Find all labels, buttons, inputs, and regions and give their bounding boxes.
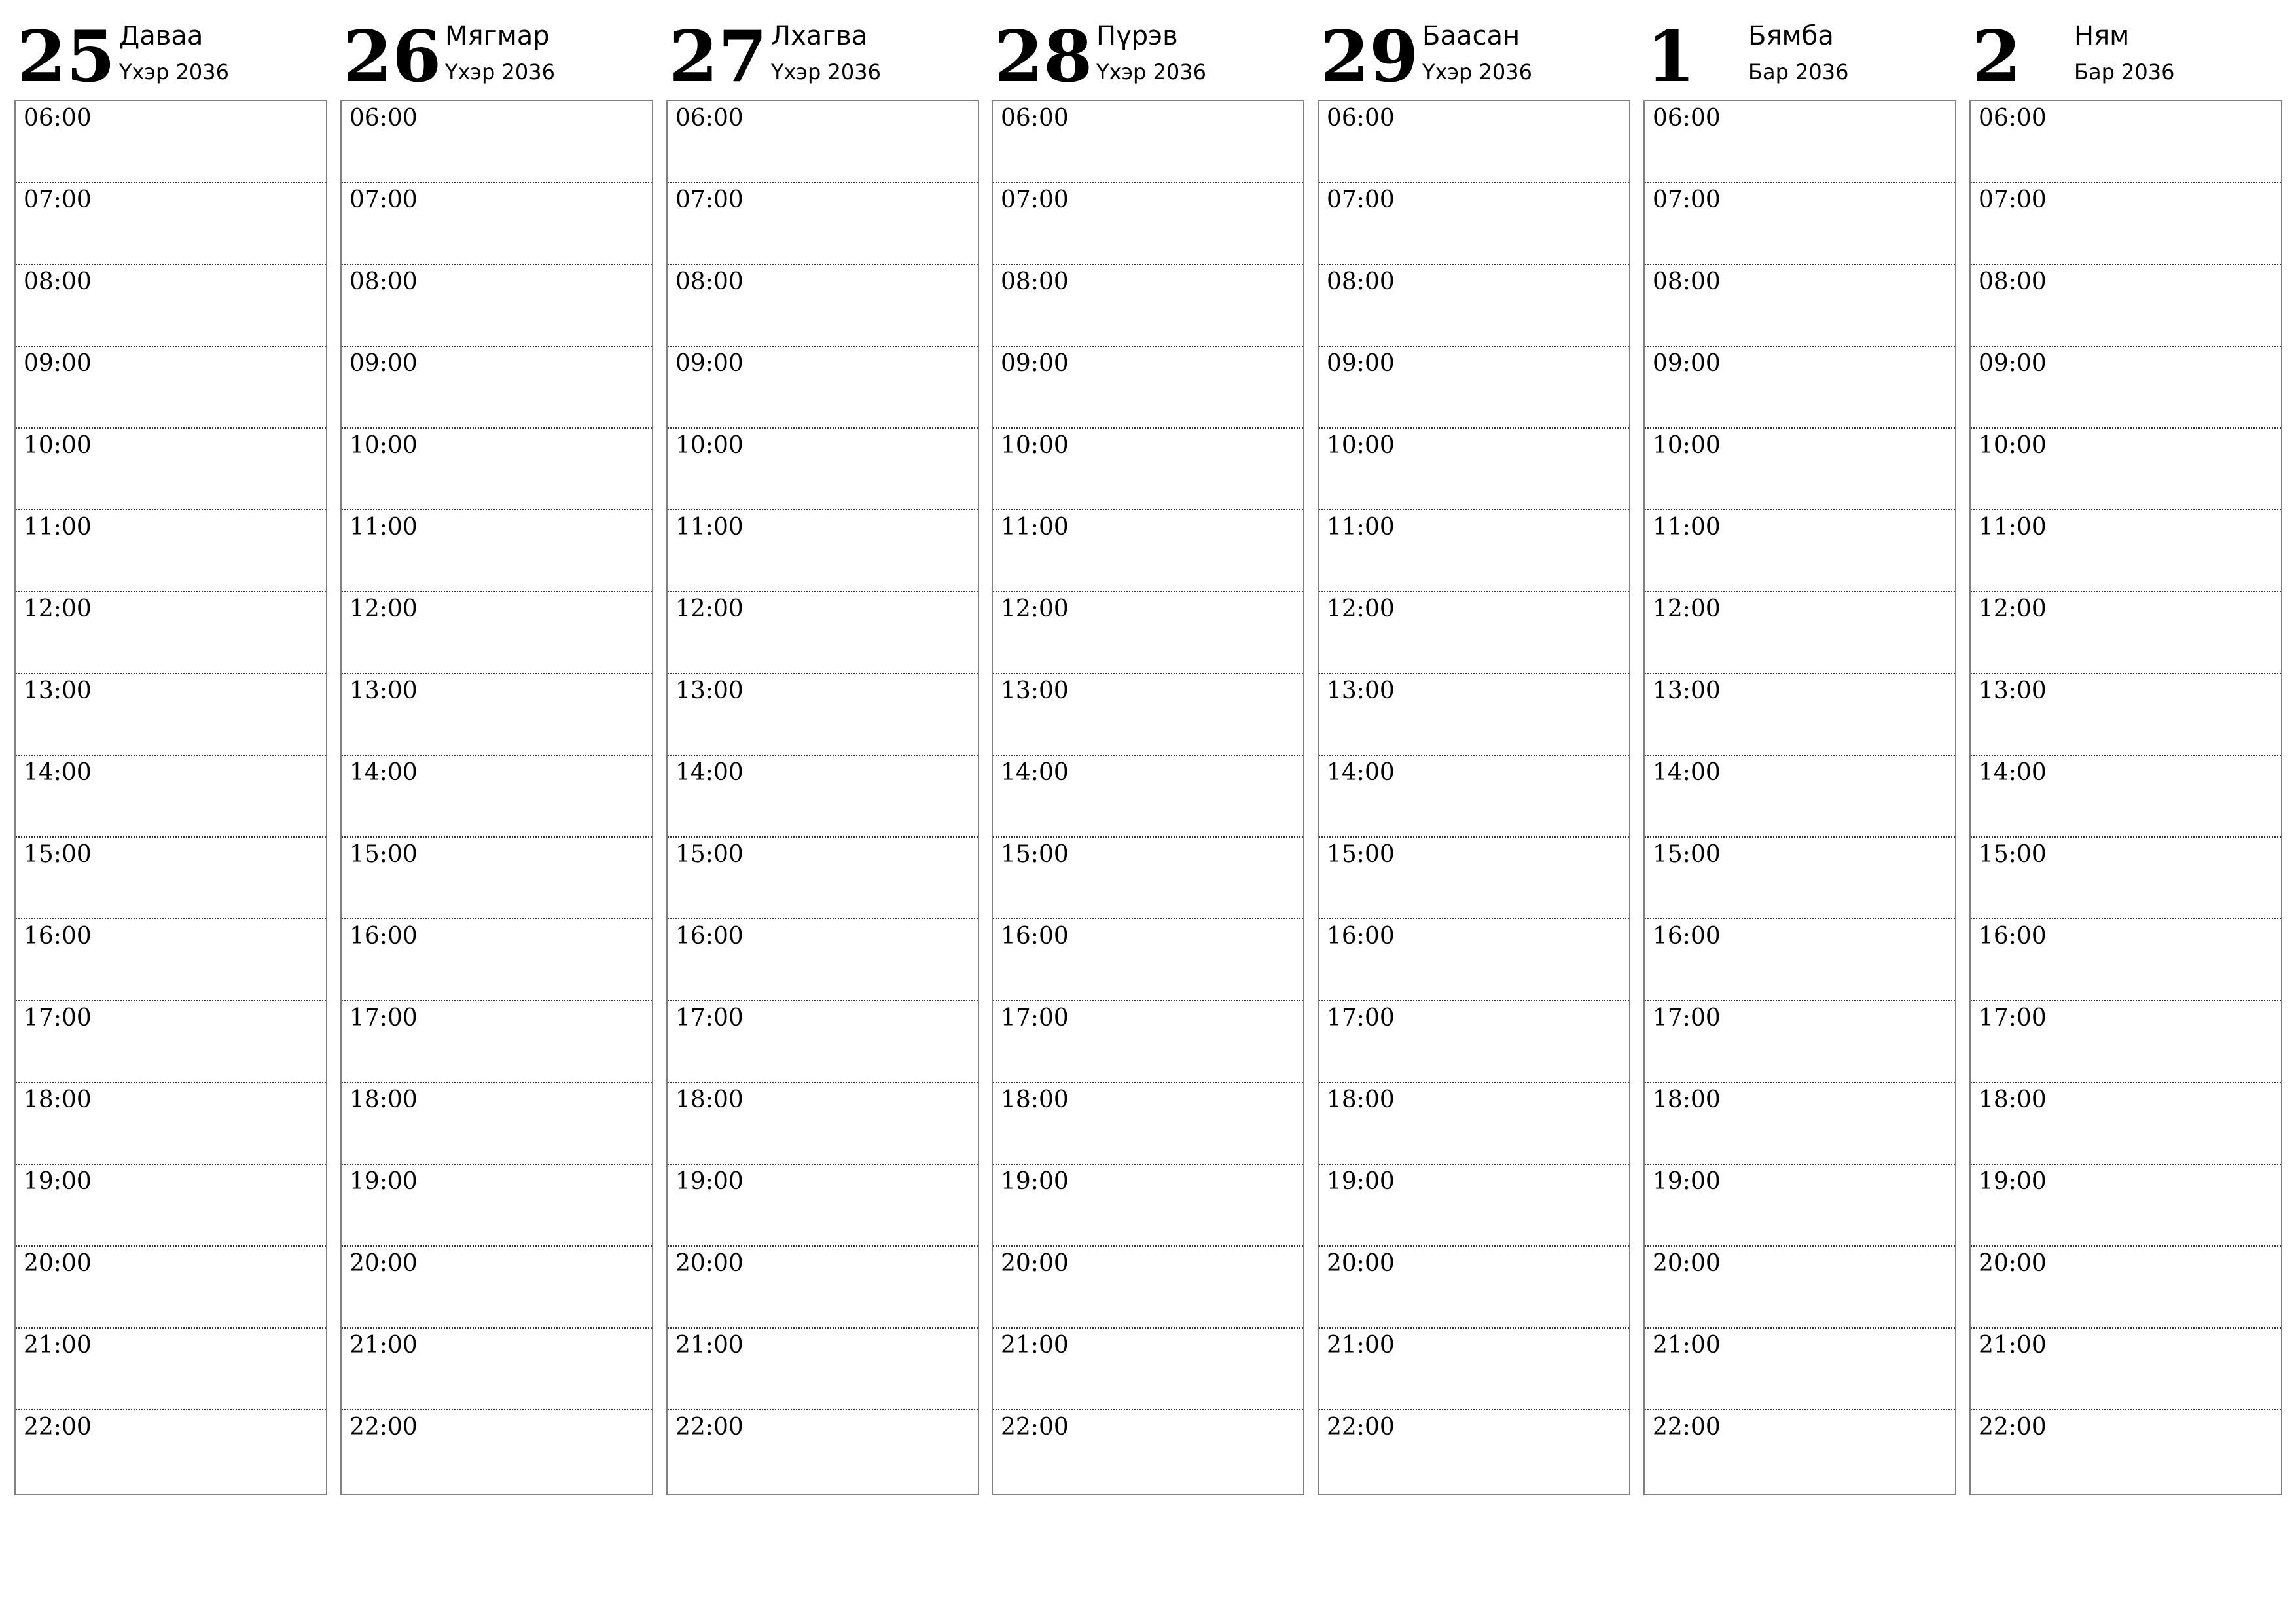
time-label: 19:00 [675, 1168, 744, 1195]
time-label: 21:00 [1653, 1332, 1721, 1359]
time-slot[interactable] [993, 1329, 1303, 1410]
time-slot[interactable] [16, 1410, 326, 1492]
time-label: 15:00 [1327, 841, 1395, 868]
time-label: 17:00 [1001, 1005, 1069, 1031]
time-slot[interactable] [993, 183, 1303, 265]
time-slot[interactable] [1645, 183, 1955, 265]
time-slot[interactable] [1319, 1001, 1629, 1083]
time-slot[interactable] [1971, 592, 2281, 674]
time-label: 11:00 [1327, 514, 1395, 541]
time-slot[interactable] [1971, 1410, 2281, 1492]
time-label: 08:00 [1979, 268, 2047, 295]
time-label: 15:00 [1001, 841, 1069, 868]
day-number: 27 [669, 16, 768, 98]
day-header [1318, 0, 1630, 98]
time-label: 22:00 [1653, 1414, 1721, 1440]
time-label: 17:00 [1327, 1005, 1395, 1031]
time-label: 19:00 [24, 1168, 92, 1195]
time-slot[interactable] [668, 1247, 978, 1329]
time-label: 19:00 [1327, 1168, 1395, 1195]
time-slot[interactable] [1319, 756, 1629, 838]
time-label: 22:00 [1327, 1414, 1395, 1440]
time-label: 10:00 [24, 432, 92, 459]
time-slot[interactable] [668, 101, 978, 183]
time-label: 08:00 [675, 268, 744, 295]
time-slot[interactable] [342, 1083, 652, 1165]
time-slot[interactable] [668, 919, 978, 1001]
time-label: 08:00 [350, 268, 418, 295]
time-slot[interactable] [1971, 510, 2281, 592]
time-slot[interactable] [342, 1247, 652, 1329]
time-slot[interactable] [1971, 919, 2281, 1001]
month-year: Үхэр 2036 [771, 60, 881, 84]
day-name: Ням [2074, 21, 2130, 51]
time-label: 18:00 [350, 1086, 418, 1113]
time-slot[interactable] [993, 592, 1303, 674]
time-label: 06:00 [1001, 105, 1069, 132]
time-label: 09:00 [1001, 350, 1069, 377]
time-label: 12:00 [1979, 596, 2047, 622]
time-label: 22:00 [1001, 1414, 1069, 1440]
time-slot[interactable] [1645, 1083, 1955, 1165]
time-slot[interactable] [993, 919, 1303, 1001]
time-label: 15:00 [24, 841, 92, 868]
time-label: 11:00 [24, 514, 92, 541]
time-slot[interactable] [668, 1165, 978, 1247]
time-label: 10:00 [1001, 432, 1069, 459]
time-label: 13:00 [1001, 677, 1069, 704]
time-label: 18:00 [1979, 1086, 2047, 1113]
time-slot[interactable] [668, 756, 978, 838]
time-slot[interactable] [668, 1410, 978, 1492]
time-label: 16:00 [1001, 923, 1069, 950]
time-slot[interactable] [1645, 1165, 1955, 1247]
time-slot[interactable] [1971, 1083, 2281, 1165]
time-slot[interactable] [993, 101, 1303, 183]
day-number: 28 [994, 16, 1093, 98]
time-label: 18:00 [24, 1086, 92, 1113]
time-slot[interactable] [1645, 674, 1955, 756]
time-label: 20:00 [24, 1250, 92, 1277]
day-schedule-grid [14, 100, 327, 1495]
time-label: 12:00 [675, 596, 744, 622]
time-label: 08:00 [24, 268, 92, 295]
time-slot[interactable] [668, 1083, 978, 1165]
time-label: 07:00 [1979, 187, 2047, 213]
day-header [14, 0, 327, 98]
time-slot[interactable] [993, 1247, 1303, 1329]
time-slot[interactable] [16, 183, 326, 265]
time-label: 12:00 [1001, 596, 1069, 622]
time-label: 17:00 [1979, 1005, 2047, 1031]
time-label: 22:00 [350, 1414, 418, 1440]
time-slot[interactable] [342, 265, 652, 347]
day-schedule-grid [1318, 100, 1630, 1495]
time-label: 08:00 [1001, 268, 1069, 295]
time-slot[interactable] [342, 756, 652, 838]
time-label: 13:00 [675, 677, 744, 704]
time-label: 06:00 [1327, 105, 1395, 132]
time-slot[interactable] [1971, 1165, 2281, 1247]
time-slot[interactable] [16, 1001, 326, 1083]
time-label: 10:00 [350, 432, 418, 459]
time-label: 15:00 [350, 841, 418, 868]
time-label: 16:00 [1653, 923, 1721, 950]
month-year: Үхэр 2036 [1422, 60, 1532, 84]
time-slot[interactable] [342, 592, 652, 674]
time-label: 14:00 [350, 759, 418, 786]
time-label: 19:00 [1979, 1168, 2047, 1195]
day-name: Пүрэв [1096, 21, 1178, 51]
time-label: 20:00 [675, 1250, 744, 1277]
day-header [666, 0, 979, 98]
time-slot[interactable] [1319, 265, 1629, 347]
time-slot[interactable] [1319, 510, 1629, 592]
time-slot[interactable] [1971, 1329, 2281, 1410]
time-slot[interactable] [1645, 1001, 1955, 1083]
time-label: 11:00 [675, 514, 744, 541]
time-label: 18:00 [1001, 1086, 1069, 1113]
time-slot[interactable] [668, 592, 978, 674]
time-label: 10:00 [675, 432, 744, 459]
time-slot[interactable] [993, 1165, 1303, 1247]
time-label: 19:00 [350, 1168, 418, 1195]
time-label: 12:00 [1653, 596, 1721, 622]
time-slot[interactable] [993, 838, 1303, 919]
time-slot[interactable] [1645, 265, 1955, 347]
time-slot[interactable] [668, 347, 978, 429]
time-slot[interactable] [1645, 1247, 1955, 1329]
month-year: Үхэр 2036 [1096, 60, 1206, 84]
time-label: 09:00 [1653, 350, 1721, 377]
time-label: 09:00 [1979, 350, 2047, 377]
day-name: Баасан [1422, 21, 1520, 51]
time-slot[interactable] [1319, 101, 1629, 183]
time-label: 15:00 [675, 841, 744, 868]
time-slot[interactable] [1319, 1083, 1629, 1165]
time-slot[interactable] [16, 756, 326, 838]
time-label: 10:00 [1653, 432, 1721, 459]
time-slot[interactable] [16, 265, 326, 347]
day-number: 29 [1320, 16, 1419, 98]
time-label: 14:00 [24, 759, 92, 786]
time-slot[interactable] [1319, 1329, 1629, 1410]
time-label: 21:00 [24, 1332, 92, 1359]
time-slot[interactable] [342, 1001, 652, 1083]
time-label: 06:00 [24, 105, 92, 132]
time-label: 08:00 [1653, 268, 1721, 295]
time-label: 11:00 [350, 514, 418, 541]
time-slot[interactable] [993, 510, 1303, 592]
time-slot[interactable] [668, 265, 978, 347]
time-slot[interactable] [342, 429, 652, 510]
time-slot[interactable] [1319, 1247, 1629, 1329]
time-label: 17:00 [675, 1005, 744, 1031]
time-label: 14:00 [1001, 759, 1069, 786]
month-year: Бар 2036 [1748, 60, 1849, 84]
time-slot[interactable] [668, 1329, 978, 1410]
time-label: 17:00 [350, 1005, 418, 1031]
time-slot[interactable] [1319, 429, 1629, 510]
day-schedule-grid [340, 100, 653, 1495]
time-label: 13:00 [1327, 677, 1395, 704]
time-label: 22:00 [24, 1414, 92, 1440]
time-label: 14:00 [1653, 759, 1721, 786]
time-slot[interactable] [1971, 183, 2281, 265]
time-slot[interactable] [993, 265, 1303, 347]
day-number: 1 [1646, 16, 1696, 98]
time-slot[interactable] [16, 1329, 326, 1410]
time-slot[interactable] [1645, 101, 1955, 183]
time-label: 13:00 [1979, 677, 2047, 704]
time-label: 18:00 [675, 1086, 744, 1113]
time-label: 20:00 [1979, 1250, 2047, 1277]
time-label: 14:00 [1327, 759, 1395, 786]
day-header [340, 0, 653, 98]
time-slot[interactable] [342, 1410, 652, 1492]
time-slot[interactable] [16, 674, 326, 756]
time-slot[interactable] [993, 756, 1303, 838]
time-label: 15:00 [1979, 841, 2047, 868]
time-slot[interactable] [1645, 1329, 1955, 1410]
time-label: 16:00 [24, 923, 92, 950]
time-label: 09:00 [350, 350, 418, 377]
day-schedule-grid [1643, 100, 1956, 1495]
time-slot[interactable] [16, 1165, 326, 1247]
time-slot[interactable] [16, 838, 326, 919]
time-slot[interactable] [668, 183, 978, 265]
time-slot[interactable] [1971, 1247, 2281, 1329]
time-slot[interactable] [342, 674, 652, 756]
time-label: 16:00 [350, 923, 418, 950]
time-slot[interactable] [16, 510, 326, 592]
time-slot[interactable] [1319, 347, 1629, 429]
time-slot[interactable] [342, 838, 652, 919]
time-slot[interactable] [16, 592, 326, 674]
time-label: 20:00 [350, 1250, 418, 1277]
time-slot[interactable] [1645, 1410, 1955, 1492]
time-label: 06:00 [675, 105, 744, 132]
time-label: 22:00 [675, 1414, 744, 1440]
time-label: 07:00 [1653, 187, 1721, 213]
time-label: 20:00 [1653, 1250, 1721, 1277]
time-slot[interactable] [1971, 429, 2281, 510]
month-year: Үхэр 2036 [445, 60, 555, 84]
time-slot[interactable] [1645, 429, 1955, 510]
time-label: 12:00 [1327, 596, 1395, 622]
time-slot[interactable] [342, 101, 652, 183]
time-label: 07:00 [1327, 187, 1395, 213]
time-slot[interactable] [1645, 756, 1955, 838]
time-label: 21:00 [675, 1332, 744, 1359]
time-label: 13:00 [350, 677, 418, 704]
time-slot[interactable] [1319, 838, 1629, 919]
day-header [1969, 0, 2282, 98]
time-label: 18:00 [1327, 1086, 1395, 1113]
time-slot[interactable] [1319, 674, 1629, 756]
time-label: 13:00 [24, 677, 92, 704]
time-slot[interactable] [1319, 1410, 1629, 1492]
time-slot[interactable] [1971, 101, 2281, 183]
time-label: 12:00 [350, 596, 418, 622]
time-label: 20:00 [1001, 1250, 1069, 1277]
time-slot[interactable] [1319, 1165, 1629, 1247]
time-label: 11:00 [1001, 514, 1069, 541]
time-slot[interactable] [1645, 347, 1955, 429]
day-name: Лхагва [771, 21, 868, 51]
day-number: 26 [343, 16, 442, 98]
time-label: 21:00 [1327, 1332, 1395, 1359]
time-slot[interactable] [668, 674, 978, 756]
time-slot[interactable] [668, 510, 978, 592]
time-slot[interactable] [1971, 674, 2281, 756]
time-label: 09:00 [1327, 350, 1395, 377]
time-label: 14:00 [675, 759, 744, 786]
time-slot[interactable] [16, 347, 326, 429]
time-slot[interactable] [668, 1001, 978, 1083]
time-slot[interactable] [993, 429, 1303, 510]
time-label: 06:00 [1653, 105, 1721, 132]
month-year: Бар 2036 [2074, 60, 2175, 84]
time-label: 18:00 [1653, 1086, 1721, 1113]
time-label: 22:00 [1979, 1414, 2047, 1440]
time-slot[interactable] [342, 183, 652, 265]
time-slot[interactable] [993, 347, 1303, 429]
time-slot[interactable] [993, 674, 1303, 756]
time-slot[interactable] [16, 919, 326, 1001]
time-label: 14:00 [1979, 759, 2047, 786]
day-schedule-grid [666, 100, 979, 1495]
day-schedule-grid [992, 100, 1304, 1495]
time-label: 07:00 [350, 187, 418, 213]
time-label: 07:00 [1001, 187, 1069, 213]
time-slot[interactable] [16, 1247, 326, 1329]
time-slot[interactable] [668, 838, 978, 919]
day-name: Мягмар [445, 21, 550, 51]
day-name: Бямба [1748, 21, 1834, 51]
time-label: 21:00 [1001, 1332, 1069, 1359]
time-label: 15:00 [1653, 841, 1721, 868]
time-label: 07:00 [675, 187, 744, 213]
time-slot[interactable] [993, 1083, 1303, 1165]
time-slot[interactable] [1319, 919, 1629, 1001]
time-slot[interactable] [342, 1329, 652, 1410]
time-label: 21:00 [350, 1332, 418, 1359]
time-slot[interactable] [16, 101, 326, 183]
time-label: 11:00 [1979, 514, 2047, 541]
time-label: 21:00 [1979, 1332, 2047, 1359]
day-number: 25 [17, 16, 116, 98]
time-label: 09:00 [675, 350, 744, 377]
time-label: 12:00 [24, 596, 92, 622]
time-slot[interactable] [1971, 265, 2281, 347]
time-slot[interactable] [342, 1165, 652, 1247]
time-slot[interactable] [1645, 510, 1955, 592]
time-label: 10:00 [1979, 432, 2047, 459]
time-label: 16:00 [1979, 923, 2047, 950]
time-slot[interactable] [668, 429, 978, 510]
time-label: 10:00 [1327, 432, 1395, 459]
time-slot[interactable] [1319, 183, 1629, 265]
time-slot[interactable] [1971, 347, 2281, 429]
time-label: 17:00 [24, 1005, 92, 1031]
time-slot[interactable] [16, 429, 326, 510]
time-label: 08:00 [1327, 268, 1395, 295]
time-slot[interactable] [342, 347, 652, 429]
time-label: 09:00 [24, 350, 92, 377]
time-slot[interactable] [1971, 838, 2281, 919]
time-slot[interactable] [1645, 919, 1955, 1001]
day-header [992, 0, 1304, 98]
time-slot[interactable] [16, 1083, 326, 1165]
time-label: 11:00 [1653, 514, 1721, 541]
month-year: Үхэр 2036 [119, 60, 229, 84]
time-slot[interactable] [1971, 756, 2281, 838]
time-label: 17:00 [1653, 1005, 1721, 1031]
time-slot[interactable] [342, 919, 652, 1001]
time-label: 19:00 [1653, 1168, 1721, 1195]
time-slot[interactable] [993, 1410, 1303, 1492]
time-slot[interactable] [1319, 592, 1629, 674]
time-label: 13:00 [1653, 677, 1721, 704]
day-number: 2 [1972, 16, 2022, 98]
time-label: 20:00 [1327, 1250, 1395, 1277]
time-label: 06:00 [1979, 105, 2047, 132]
time-slot[interactable] [342, 510, 652, 592]
day-schedule-grid [1969, 100, 2282, 1495]
time-slot[interactable] [993, 1001, 1303, 1083]
time-slot[interactable] [1645, 592, 1955, 674]
time-slot[interactable] [1971, 1001, 2281, 1083]
day-header [1643, 0, 1956, 98]
time-label: 07:00 [24, 187, 92, 213]
time-label: 16:00 [1327, 923, 1395, 950]
time-label: 06:00 [350, 105, 418, 132]
time-label: 19:00 [1001, 1168, 1069, 1195]
time-slot[interactable] [1645, 838, 1955, 919]
day-name: Даваа [119, 21, 204, 51]
time-label: 16:00 [675, 923, 744, 950]
